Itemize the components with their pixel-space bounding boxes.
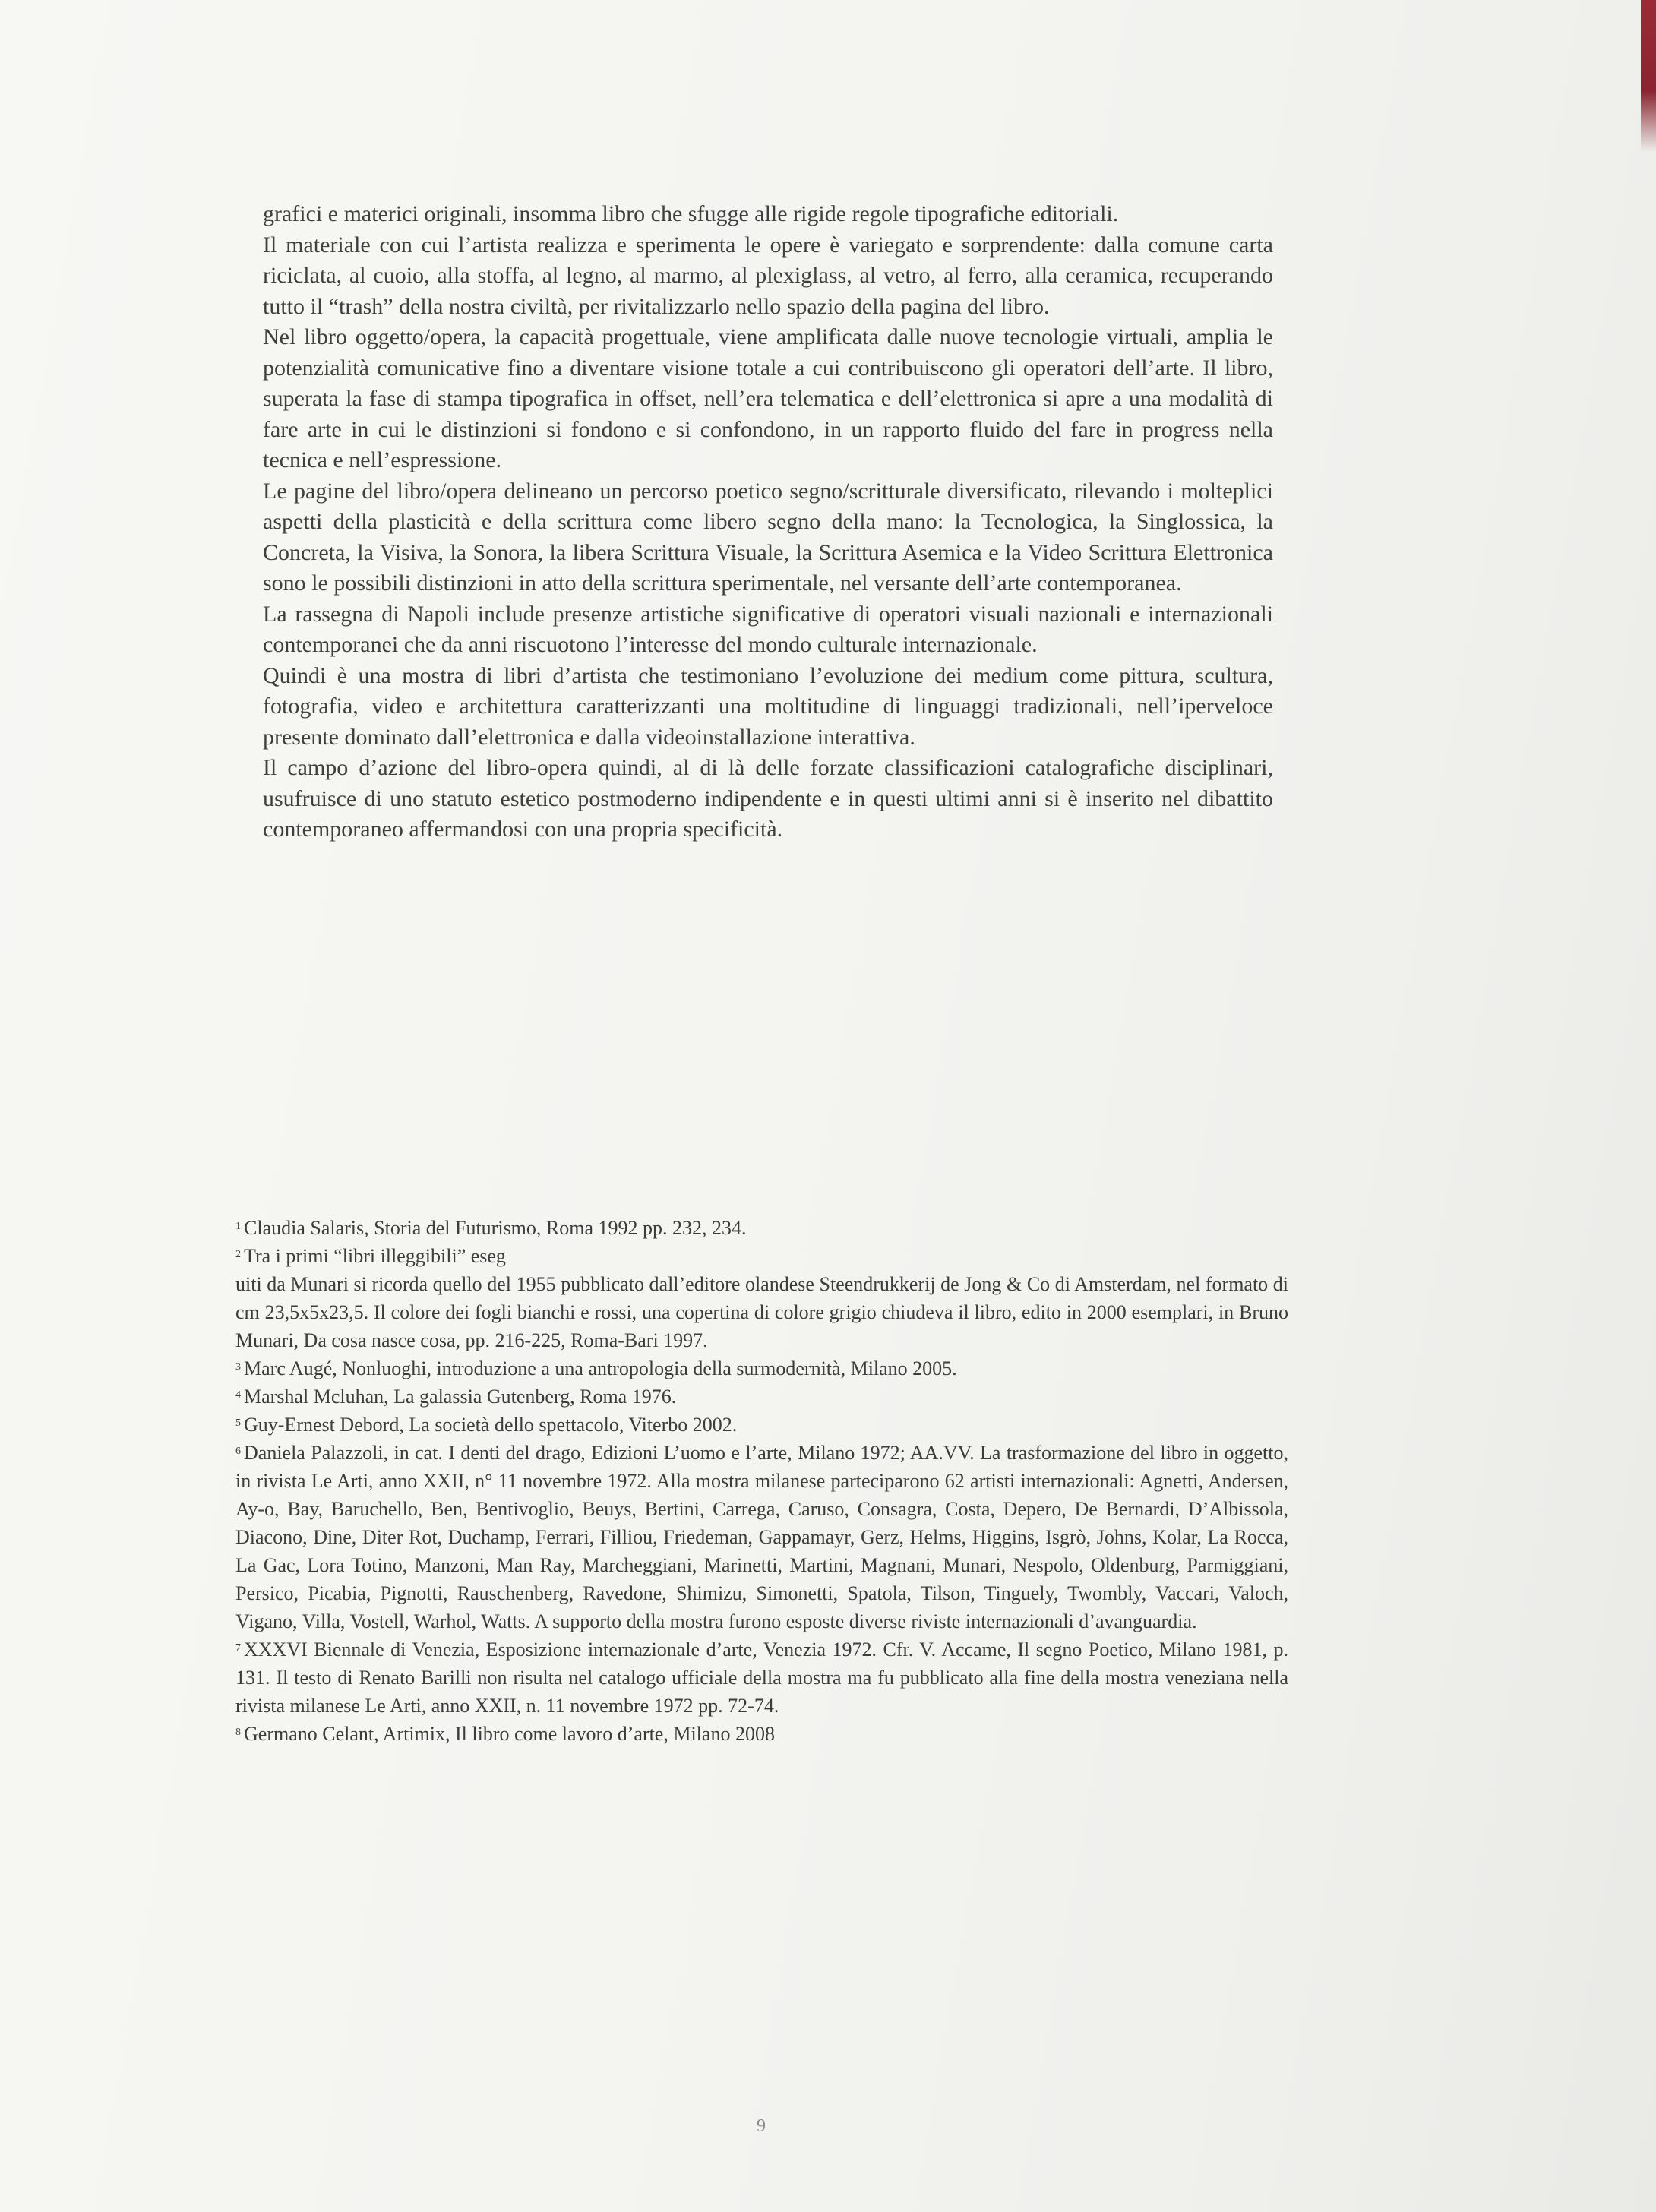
- footnote-number: 5: [235, 1417, 241, 1429]
- footnote-text: uiti da Munari si ricorda quello del 1955 pubblicato dall’editore olandese Steendrukkerij de Jong & Co di Amsterdam, nel formato di cm 23,5x5x23,5. Il colore dei fogli bianchi e rossi, una copertina di colore grigio chiudeva il libro, edito in 2000 esemplari, in Bruno Munari, Da cosa nasce cosa, pp. 216-225, Roma-Bari 1997.: [235, 1273, 1288, 1351]
- footnote-number: 3: [235, 1361, 241, 1373]
- body-paragraph: Nel libro oggetto/opera, la capacità progettuale, viene amplificata dalle nuove tecnologie virtuali, amplia le potenzialità comunicative fino a diventare visione totale a cui contribuiscono gli operatori dell’arte. Il libro, superata la fase di stampa tipografica in offset, nell’era telematica e dell’elettronica si apre a una modalità di fare arte in cui le distinzioni si fondono e si confondono, in un rapporto fluido del fare in progress nella tecnica e nell’espressione.: [263, 324, 1273, 472]
- footnote-number: 8: [235, 1727, 241, 1738]
- footnote-text: XXXVI Biennale di Venezia, Esposizione internazionale d’arte, Venezia 1972. Cfr. V. Accame, Il segno Poetico, Milano 1981, p. 131. Il testo di Renato Barilli non risulta nel catalogo ufficiale della mostra ma fu pubblicato alla fine della mostra veneziana nella rivista milanese Le Arti, anno XXII, n. 11 novembre 1972 pp. 72-74.: [235, 1638, 1288, 1717]
- body-paragraph: Il materiale con cui l’artista realizza e sperimenta le opere è variegato e sorprendente: dalla comune carta riciclata, al cuoio, alla stoffa, al legno, al marmo, al plexiglass, al vetro, al ferro, alla ceramica, recuperando tutto il “trash” della nostra civiltà, per rivitalizzarlo nello spazio della pagina del libro.: [263, 232, 1273, 319]
- footnote-number: 7: [235, 1642, 241, 1654]
- body-paragraph: Le pagine del libro/opera delineano un percorso poetico segno/scritturale diversificato, rilevando i molteplici aspetti della plasticità e della scrittura come libero segno della mano: la Tecnologica, la Singlossica, la Concreta, la Visiva, la Sonora, la libera Scrittura Visuale, la Scrittura Asemica e la Video Scrittura Elettronica sono le possibili distinzioni in atto della scrittura sperimentale, nel versante dell’arte contemporanea.: [263, 478, 1273, 596]
- footnote: [235, 1720, 1288, 1748]
- footnote: [235, 1214, 1288, 1242]
- footnote-text: Guy-Ernest Debord, La società dello spettacolo, Viterbo 2002.: [244, 1414, 738, 1436]
- binder-edge: [1641, 0, 1656, 152]
- footnote-text: Germano Celant, Artimix, Il libro come lavoro d’arte, Milano 2008: [244, 1723, 775, 1745]
- footnote: [235, 1382, 1288, 1411]
- page-number: 9: [757, 2116, 766, 2136]
- footnote: [235, 1354, 1288, 1382]
- footnotes: [235, 1214, 1288, 1748]
- footnote-number: 2: [235, 1249, 241, 1260]
- footnote-number: 1: [235, 1221, 241, 1232]
- body-paragraph: Il campo d’azione del libro-opera quindi, al di là delle forzate classificazioni catalografiche disciplinari, usufruisce di uno statuto estetico postmoderno indipendente e in questi ultimi anni si è inserito nel dibattito contemporaneo affermandosi con una propria specificità.: [263, 755, 1273, 842]
- footnote: [235, 1439, 1288, 1635]
- footnote-number: 4: [235, 1389, 241, 1401]
- body-paragraph: Quindi è una mostra di libri d’artista che testimoniano l’evoluzione dei medium come pittura, scultura, fotografia, video e architettura caratterizzanti una moltitudine di linguaggi tradizionali, nell’iperveloce presente dominato dall’elettronica e dalla videoinstallazione interattiva.: [263, 662, 1273, 750]
- footnote-text: Claudia Salaris, Storia del Futurismo, Roma 1992 pp. 232, 234.: [244, 1217, 747, 1239]
- footnote-text: Tra i primi “libri illeggibili” eseg: [244, 1245, 506, 1267]
- footnote-text: Marshal Mcluhan, La galassia Gutenberg, Roma 1976.: [244, 1386, 677, 1408]
- body-paragraph: La rassegna di Napoli include presenze artistiche significative di operatori visuali nazionali e internazionali contemporanei che da anni riscuotono l’interesse del mondo culturale internazionale.: [263, 601, 1273, 657]
- footnote-text: Daniela Palazzoli, in cat. I denti del drago, Edizioni L’uomo e l’arte, Milano 1972; AA.VV. La trasformazione del libro in oggetto, in rivista Le Arti, anno XXII, n° 11 novembre 1972. Alla mostra milanese parteciparono 62 artisti internazionali: Agnetti, Andersen, Ay-o, Bay, Baruchello, Ben, Bentivoglio, Beuys, Bertini, Carrega, Caruso, Consagra, Costa, Depero, De Bernardi, D’Albissola, Diacono, Dine, Diter Rot, Duchamp, Ferrari, Filliou, Friedeman, Gappamayr, Gerz, Helms, Higgins, Isgrò, Johns, Kolar, La Rocca, La Gac, Lora Totino, Manzoni, Man Ray, Marcheggiani, Marinetti, Martini, Magnani, Munari, Nespolo, Oldenburg, Parmiggiani, Persico, Picabia, Pignotti, Rauschenberg, Ravedone, Shimizu, Simonetti, Spatola, Tilson, Tinguely, Twombly, Vaccari, Valoch, Vigano, Villa, Vostell, Warhol, Watts. A supporto della mostra furono esposte diverse riviste internazionali d’avanguardia.: [235, 1442, 1288, 1632]
- footnote: [235, 1411, 1288, 1439]
- body-text: [263, 199, 1273, 845]
- footnote: [235, 1635, 1288, 1720]
- footnote: [235, 1270, 1288, 1354]
- footnote: [235, 1242, 1288, 1270]
- footnote-text: Marc Augé, Nonluoghi, introduzione a una antropologia della surmodernità, Milano 2005.: [244, 1357, 957, 1379]
- body-paragraph: grafici e materici originali, insomma libro che sfugge alle rigide regole tipografiche editoriali.: [263, 201, 1119, 226]
- footnote-number: 6: [235, 1446, 241, 1457]
